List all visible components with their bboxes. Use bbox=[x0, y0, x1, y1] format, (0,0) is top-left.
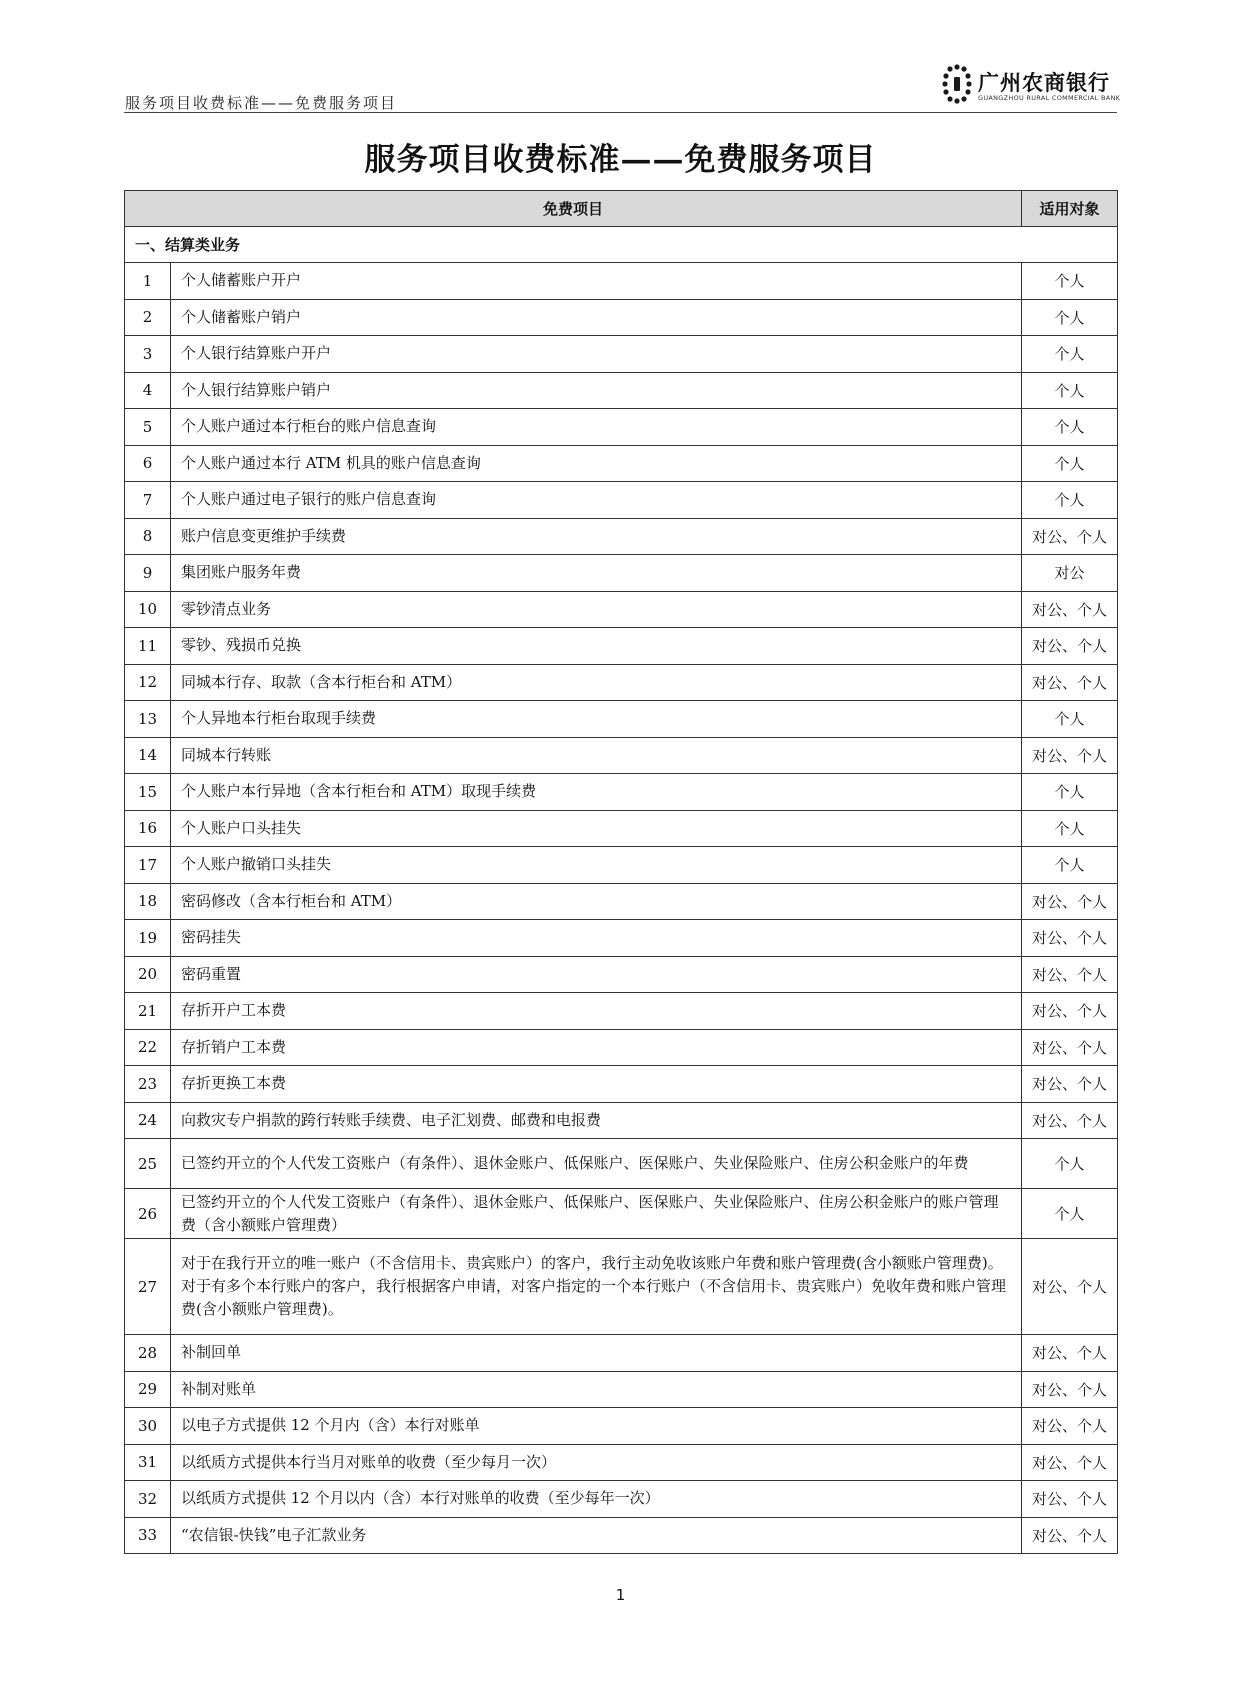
running-header: 服务项目收费标准——免费服务项目 bbox=[125, 94, 398, 112]
row-number: 12 bbox=[125, 664, 171, 701]
bank-logo-name: 广州农商银行 bbox=[978, 71, 1110, 95]
table-row bbox=[125, 737, 1118, 774]
row-scope: 对公、个人 bbox=[1022, 1239, 1118, 1335]
row-number: 22 bbox=[125, 1029, 171, 1066]
bank-logo-icon bbox=[942, 64, 972, 104]
row-item: 补制回单 bbox=[171, 1335, 1022, 1372]
row-item: 密码修改（含本行柜台和 ATM） bbox=[171, 883, 1022, 920]
table-row bbox=[125, 920, 1118, 957]
row-item: 个人账户口头挂失 bbox=[171, 810, 1022, 847]
row-number: 32 bbox=[125, 1481, 171, 1518]
table-row bbox=[125, 628, 1118, 665]
table-row bbox=[125, 1335, 1118, 1372]
fee-table bbox=[124, 190, 1118, 1554]
row-item: 以纸质方式提供本行当月对账单的收费（至少每月一次） bbox=[171, 1444, 1022, 1481]
page-title: 服务项目收费标准——免费服务项目 bbox=[364, 142, 877, 178]
table-row bbox=[125, 1029, 1118, 1066]
row-scope: 个人 bbox=[1022, 336, 1118, 373]
table-row bbox=[125, 409, 1118, 446]
row-number: 25 bbox=[125, 1139, 171, 1189]
row-item: 个人账户通过本行 ATM 机具的账户信息查询 bbox=[171, 445, 1022, 482]
bank-logo bbox=[942, 62, 1122, 110]
row-scope: 个人 bbox=[1022, 774, 1118, 811]
table-row bbox=[125, 774, 1118, 811]
row-number: 16 bbox=[125, 810, 171, 847]
row-number: 29 bbox=[125, 1371, 171, 1408]
row-number: 17 bbox=[125, 847, 171, 884]
table-row bbox=[125, 591, 1118, 628]
row-scope: 对公、个人 bbox=[1022, 628, 1118, 665]
page-number: 1 bbox=[615, 1586, 626, 1604]
row-scope: 对公、个人 bbox=[1022, 1371, 1118, 1408]
row-item: 密码重置 bbox=[171, 956, 1022, 993]
table-row bbox=[125, 372, 1118, 409]
row-number: 26 bbox=[125, 1189, 171, 1239]
table-header-row bbox=[125, 191, 1118, 227]
row-number: 4 bbox=[125, 372, 171, 409]
row-scope: 个人 bbox=[1022, 482, 1118, 519]
row-scope: 对公、个人 bbox=[1022, 518, 1118, 555]
row-item: 个人账户通过电子银行的账户信息查询 bbox=[171, 482, 1022, 519]
row-scope: 对公、个人 bbox=[1022, 993, 1118, 1030]
row-item: 密码挂失 bbox=[171, 920, 1022, 957]
row-scope: 对公、个人 bbox=[1022, 883, 1118, 920]
table-row bbox=[125, 555, 1118, 592]
row-number: 10 bbox=[125, 591, 171, 628]
row-item: 存折开户工本费 bbox=[171, 993, 1022, 1030]
row-scope: 个人 bbox=[1022, 847, 1118, 884]
table-row bbox=[125, 664, 1118, 701]
row-number: 24 bbox=[125, 1102, 171, 1139]
row-item: 补制对账单 bbox=[171, 1371, 1022, 1408]
table-row bbox=[125, 1408, 1118, 1445]
row-number: 5 bbox=[125, 409, 171, 446]
table-row bbox=[125, 518, 1118, 555]
row-scope: 对公、个人 bbox=[1022, 1517, 1118, 1554]
table-row bbox=[125, 1066, 1118, 1103]
row-scope: 个人 bbox=[1022, 299, 1118, 336]
row-number: 19 bbox=[125, 920, 171, 957]
row-scope: 个人 bbox=[1022, 372, 1118, 409]
row-number: 3 bbox=[125, 336, 171, 373]
row-item: 零钞清点业务 bbox=[171, 591, 1022, 628]
row-scope: 对公、个人 bbox=[1022, 1444, 1118, 1481]
row-scope: 对公 bbox=[1022, 555, 1118, 592]
row-item: 零钞、残损币兑换 bbox=[171, 628, 1022, 665]
row-number: 9 bbox=[125, 555, 171, 592]
row-number: 20 bbox=[125, 956, 171, 993]
row-scope: 对公、个人 bbox=[1022, 956, 1118, 993]
table-row bbox=[125, 810, 1118, 847]
row-scope: 个人 bbox=[1022, 810, 1118, 847]
row-scope: 个人 bbox=[1022, 445, 1118, 482]
row-number: 15 bbox=[125, 774, 171, 811]
row-scope: 个人 bbox=[1022, 1139, 1118, 1189]
row-item: 同城本行存、取款（含本行柜台和 ATM） bbox=[171, 664, 1022, 701]
row-number: 14 bbox=[125, 737, 171, 774]
row-item: “农信银-快钱”电子汇款业务 bbox=[171, 1517, 1022, 1554]
row-item bbox=[171, 1239, 1022, 1335]
table-row bbox=[125, 445, 1118, 482]
row-number: 6 bbox=[125, 445, 171, 482]
row-scope: 个人 bbox=[1022, 263, 1118, 300]
row-scope: 个人 bbox=[1022, 701, 1118, 738]
row-item: 集团账户服务年费 bbox=[171, 555, 1022, 592]
row-number: 18 bbox=[125, 883, 171, 920]
row-number: 1 bbox=[125, 263, 171, 300]
table-row bbox=[125, 883, 1118, 920]
row-number: 31 bbox=[125, 1444, 171, 1481]
row-item: 个人账户通过本行柜台的账户信息查询 bbox=[171, 409, 1022, 446]
row-scope: 个人 bbox=[1022, 409, 1118, 446]
row-item: 同城本行转账 bbox=[171, 737, 1022, 774]
row-item: 账户信息变更维护手续费 bbox=[171, 518, 1022, 555]
row-item: 以电子方式提供 12 个月内（含）本行对账单 bbox=[171, 1408, 1022, 1445]
header-divider bbox=[124, 112, 1117, 113]
table-row bbox=[125, 1139, 1118, 1189]
row-item: 存折更换工本费 bbox=[171, 1066, 1022, 1103]
row-number: 28 bbox=[125, 1335, 171, 1372]
table-row bbox=[125, 847, 1118, 884]
row-scope: 对公、个人 bbox=[1022, 1029, 1118, 1066]
row-scope: 对公、个人 bbox=[1022, 1408, 1118, 1445]
row-scope: 对公、个人 bbox=[1022, 591, 1118, 628]
row-number: 7 bbox=[125, 482, 171, 519]
row-scope: 个人 bbox=[1022, 1189, 1118, 1239]
table-row bbox=[125, 701, 1118, 738]
table-row bbox=[125, 263, 1118, 300]
row-scope: 对公、个人 bbox=[1022, 1102, 1118, 1139]
row-item: 个人银行结算账户销户 bbox=[171, 372, 1022, 409]
row-scope: 对公、个人 bbox=[1022, 1066, 1118, 1103]
row-number: 27 bbox=[125, 1239, 171, 1335]
row-scope: 对公、个人 bbox=[1022, 920, 1118, 957]
row-item-paragraph: 对于有多个本行账户的客户，我行根据客户申请，对客户指定的一个本行账户（不含信用卡、贵宾账户）免收年费和账户管理费(含小额账户管理费)。 bbox=[181, 1277, 1007, 1318]
row-number: 11 bbox=[125, 628, 171, 665]
table-row bbox=[125, 1444, 1118, 1481]
column-header-item: 免费项目 bbox=[125, 191, 1022, 227]
row-scope: 对公、个人 bbox=[1022, 1481, 1118, 1518]
table-row bbox=[125, 1189, 1118, 1239]
row-item: 向救灾专户捐款的跨行转账手续费、电子汇划费、邮费和电报费 bbox=[171, 1102, 1022, 1139]
row-number: 30 bbox=[125, 1408, 171, 1445]
row-number: 23 bbox=[125, 1066, 171, 1103]
table-row bbox=[125, 1239, 1118, 1335]
row-scope: 对公、个人 bbox=[1022, 1335, 1118, 1372]
section-title: 一、结算类业务 bbox=[125, 227, 1118, 263]
row-number: 33 bbox=[125, 1517, 171, 1554]
row-scope: 对公、个人 bbox=[1022, 664, 1118, 701]
row-scope: 对公、个人 bbox=[1022, 737, 1118, 774]
section-row bbox=[125, 227, 1118, 263]
row-item: 个人账户本行异地（含本行柜台和 ATM）取现手续费 bbox=[171, 774, 1022, 811]
table-row bbox=[125, 993, 1118, 1030]
row-item: 已签约开立的个人代发工资账户（有条件）、退休金账户、低保账户、医保账户、失业保险账户、住房公积金账户的账户管理费（含小额账户管理费） bbox=[171, 1189, 1022, 1239]
row-number: 13 bbox=[125, 701, 171, 738]
row-item: 存折销户工本费 bbox=[171, 1029, 1022, 1066]
row-item: 已签约开立的个人代发工资账户（有条件）、退休金账户、低保账户、医保账户、失业保险账户、住房公积金账户的年费 bbox=[171, 1139, 1022, 1189]
bank-logo-english: GUANGZHOU RURAL COMMERCIAL BANK bbox=[978, 94, 1121, 102]
row-item: 以纸质方式提供 12 个月以内（含）本行对账单的收费（至少每年一次） bbox=[171, 1481, 1022, 1518]
row-item-paragraph: 对于在我行开立的唯一账户（不含信用卡、贵宾账户）的客户，我行主动免收该账户年费和账户管理费(含小额账户管理费)。 bbox=[181, 1254, 1003, 1272]
table-row bbox=[125, 956, 1118, 993]
row-item: 个人储蓄账户开户 bbox=[171, 263, 1022, 300]
row-item: 个人异地本行柜台取现手续费 bbox=[171, 701, 1022, 738]
table-row bbox=[125, 336, 1118, 373]
row-item: 个人储蓄账户销户 bbox=[171, 299, 1022, 336]
row-item: 个人银行结算账户开户 bbox=[171, 336, 1022, 373]
table-row bbox=[125, 1481, 1118, 1518]
table-row bbox=[125, 1102, 1118, 1139]
column-header-scope: 适用对象 bbox=[1022, 191, 1118, 227]
table-row bbox=[125, 299, 1118, 336]
table-row bbox=[125, 482, 1118, 519]
row-item: 个人账户撤销口头挂失 bbox=[171, 847, 1022, 884]
row-number: 2 bbox=[125, 299, 171, 336]
table-row bbox=[125, 1371, 1118, 1408]
row-number: 21 bbox=[125, 993, 171, 1030]
table-row bbox=[125, 1517, 1118, 1554]
row-number: 8 bbox=[125, 518, 171, 555]
